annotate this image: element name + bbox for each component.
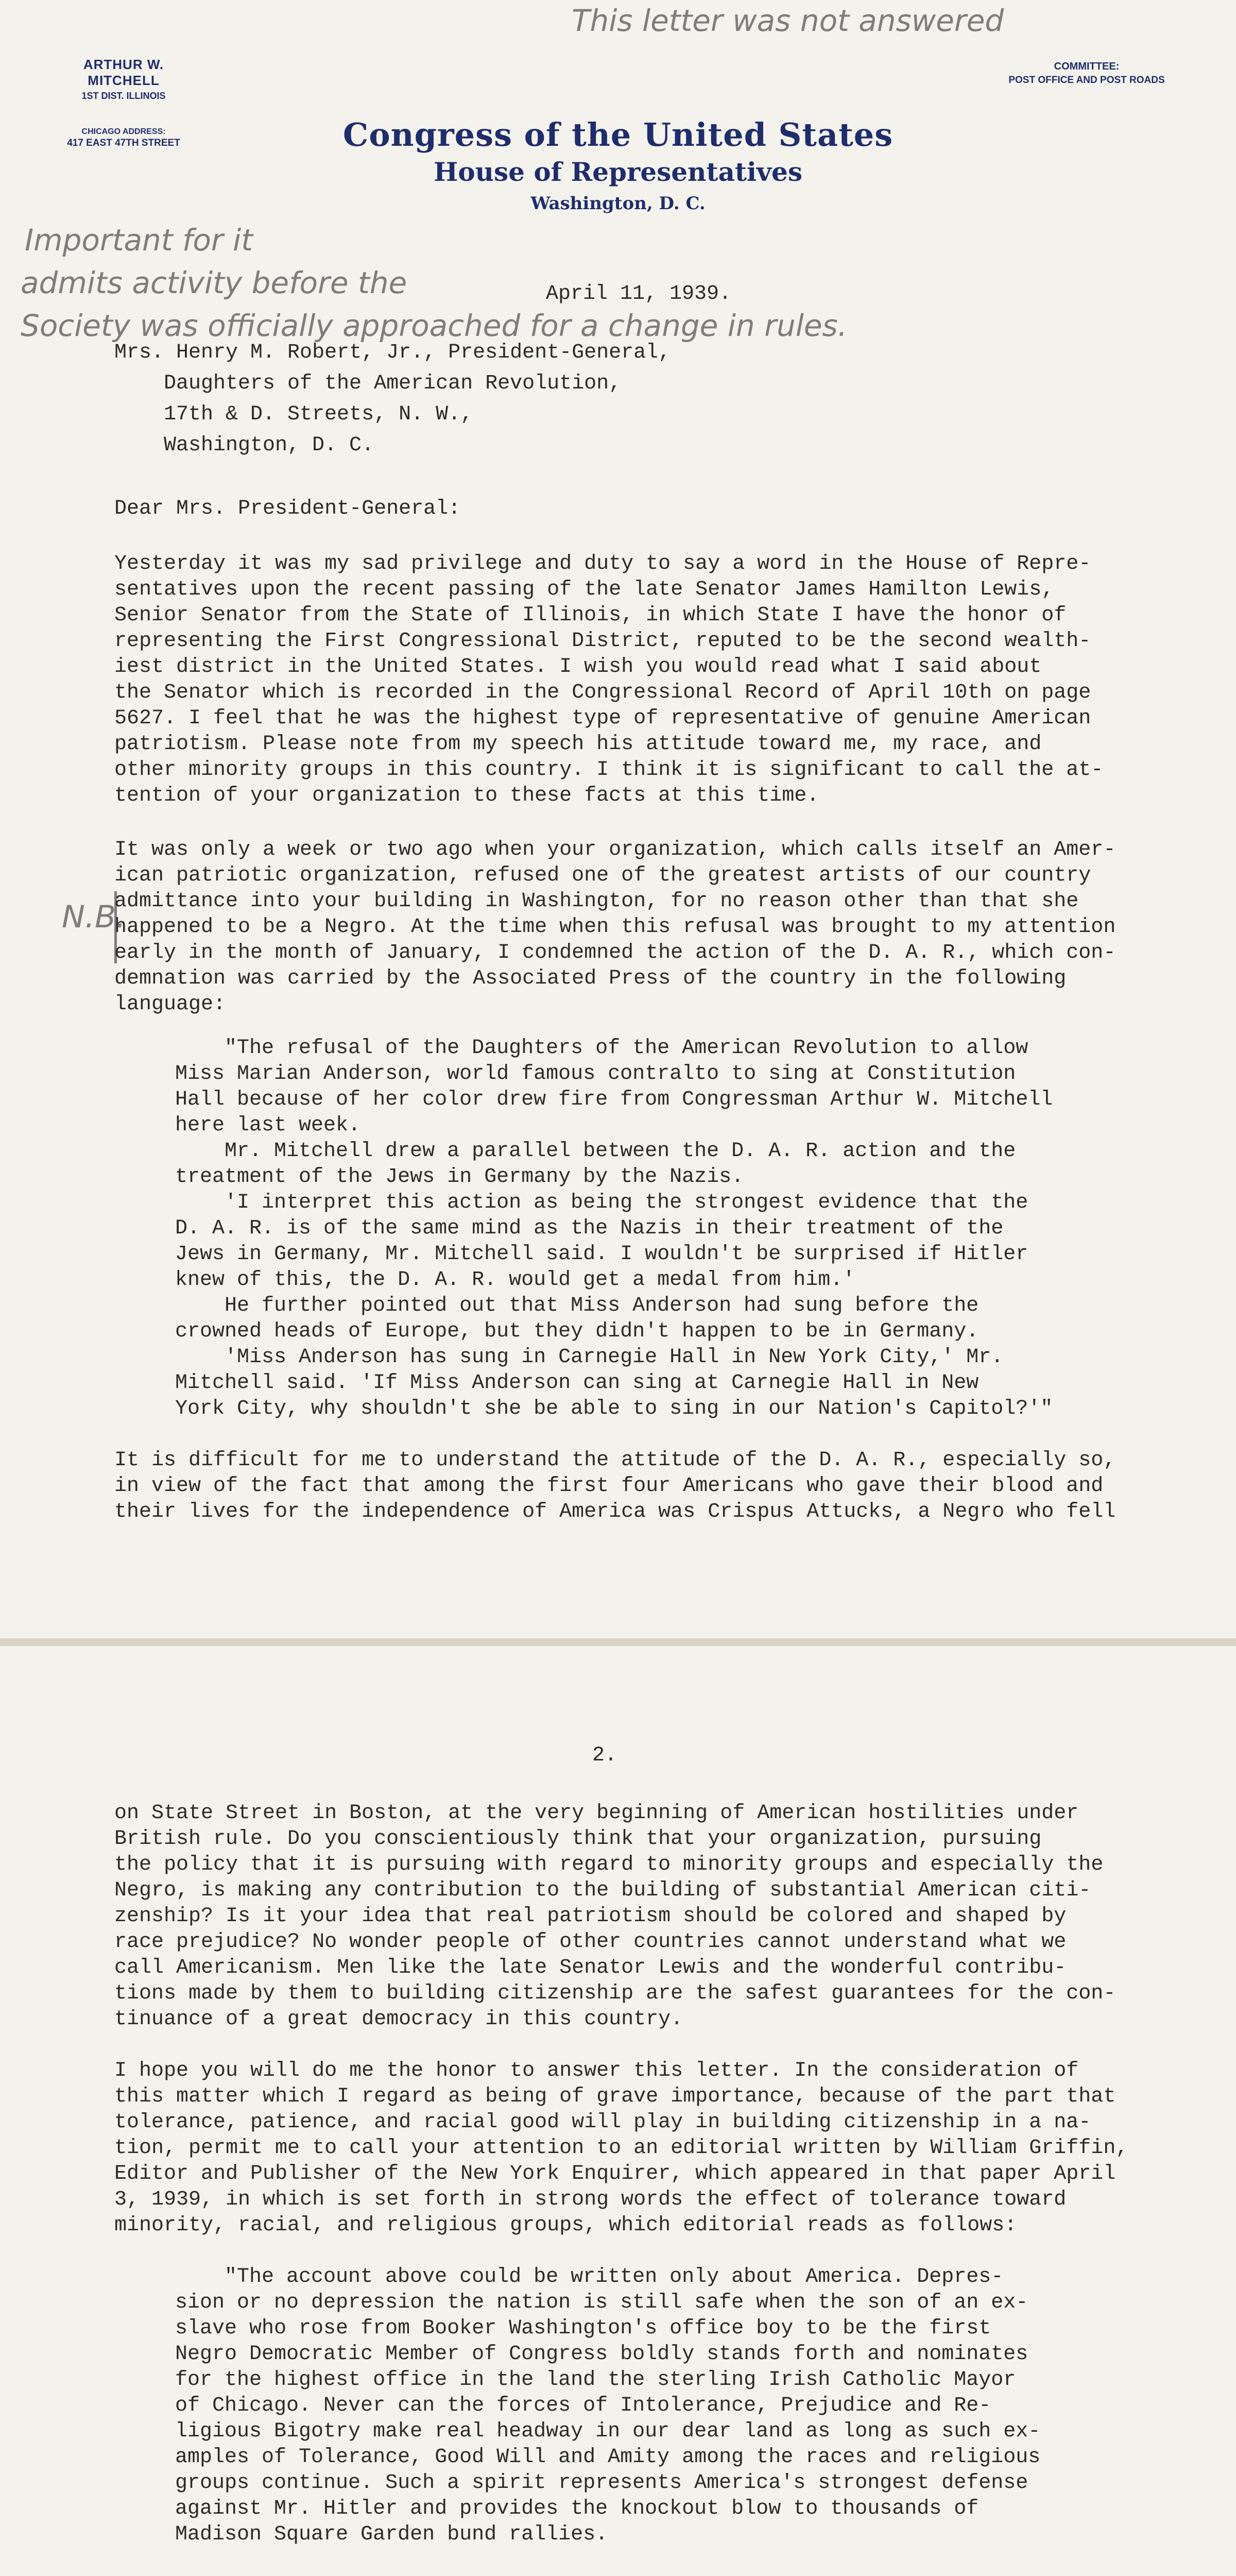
text-line: representing the First Congressional District, reputed to be the second wealth-	[114, 630, 1091, 653]
text-line: It was only a week or two ago when your organization, which calls itself an Amer-	[114, 838, 1116, 861]
handwritten-margin-note-line-1: Important for it	[25, 223, 253, 258]
recipient-line: Washington, D. C.	[164, 434, 374, 457]
text-line: admittance into your building in Washington, for no reason other than that she	[114, 890, 1079, 913]
quote-line: Miss Marian Anderson, world famous contralto to sing at Constitution	[175, 1062, 1016, 1086]
quoted-editorial	[175, 2264, 1040, 2548]
text-line: call Americanism. Men like the late Senator Lewis and the wonderful contribu-	[114, 1956, 1067, 1979]
committee-block	[978, 61, 1195, 86]
quote-line: knew of this, the D. A. R. would get a medal from him.'	[175, 1268, 855, 1292]
recipient-line: 17th & D. Streets, N. W.,	[164, 403, 473, 426]
paragraph-1	[114, 551, 1103, 809]
quote-line: York City, why shouldn't she be able to sing in our Nation's Capitol?'"	[175, 1397, 1053, 1420]
text-line: British rule. Do you conscientiously think that your organization, pursuing	[114, 1827, 1042, 1851]
quote-line: for the highest office in the land the sterling Irish Catholic Mayor	[175, 2368, 1016, 2392]
sender-name: ARTHUR W. MITCHELL	[83, 57, 164, 88]
text-line: Senior Senator from the State of Illinois, in which State I have the honor of	[114, 604, 1067, 627]
recipient-line: Daughters of the American Revolution,	[164, 372, 622, 395]
text-line: Yesterday it was my sad privilege and duty to say a word in the House of Repre-	[114, 552, 1091, 575]
text-line: zenship? Is it your idea that real patriotism should be colored and shaped by	[114, 1905, 1067, 1928]
text-line: other minority groups in this country. I think it is significant to call the at-	[114, 758, 1104, 782]
text-line: demnation was carried by the Associated Press of the country in the following	[114, 967, 1067, 990]
handwritten-margin-note-line-3: Society was officially approached for a change in rules.	[21, 308, 848, 343]
committee-label: COMMITTEE:	[1054, 61, 1120, 72]
text-line: this matter which I regard as being of grave importance, because of the part that	[114, 2085, 1116, 2108]
quote-line: Mitchell said. 'If Miss Anderson can sing at Carnegie Hall in New	[175, 1371, 979, 1395]
salutation: Dear Mrs. President-General:	[114, 497, 461, 520]
text-line: happened to be a Negro. At the time when this refusal was brought to my attention	[114, 916, 1116, 939]
letter-date: April 11, 1939.	[546, 282, 732, 306]
page-number: 2.	[592, 1744, 617, 1767]
quote-line: amples of Tolerance, Good Will and Amity among the races and religious	[175, 2446, 1041, 2469]
quote-line: crowned heads of Europe, but they didn't happen to be in Germany.	[175, 1320, 979, 1343]
text-line: the policy that it is pursuing with regard to minority groups and especially the	[114, 1853, 1104, 1876]
quote-line: treatment of the Jews in Germany by the Nazis.	[175, 1165, 744, 1189]
quote-line: D. A. R. is of the same mind as the Nazis in their treatment of the	[175, 1217, 1004, 1240]
text-line: tions made by them to building citizenship are the safest guarantees for the con-	[114, 1982, 1116, 2005]
quote-line: Hall because of her color drew fire from Congressman Arthur W. Mitchell	[175, 1088, 1053, 1111]
quote-line: 'Miss Anderson has sung in Carnegie Hall in New York City,' Mr.	[225, 1346, 1004, 1369]
letter-page-2	[0, 1646, 1236, 2576]
letterhead-subtitle: House of Representatives	[434, 157, 802, 187]
quote-line: Mr. Mitchell drew a parallel between the D. A. R. action and the	[225, 1140, 1016, 1163]
handwritten-margin-note-line-2: admits activity before the	[21, 265, 407, 300]
text-line: 3, 1939, in which is set forth in strong words the effect of tolerance toward	[114, 2188, 1067, 2211]
text-line: sentatives upon the recent passing of the late Senator James Hamilton Lewis,	[114, 578, 1054, 601]
text-line: patriotism. Please note from my speech his attitude toward me, my race, and	[114, 733, 1042, 756]
letterhead-title: Congress of the United States	[342, 116, 894, 154]
quote-line: Negro Democratic Member of Congress boldly stands forth and nominates	[175, 2343, 1028, 2366]
quote-line: Jews in Germany, Mr. Mitchell said. I wouldn't be surprised if Hitler	[175, 1243, 1028, 1266]
text-line: early in the month of January, I condemned the action of the D. A. R., which con-	[114, 941, 1116, 964]
quote-line: slave who rose from Booker Washington's office boy to be the first	[175, 2317, 991, 2340]
quote-line: groups continue. Such a spirit represents America's strongest defense	[175, 2471, 1028, 2495]
text-line: on State Street in Boston, at the very beginning of American hostilities under	[114, 1802, 1079, 1825]
paragraph-3	[114, 1448, 1115, 1525]
handwritten-note-not-answered: This letter was not answered	[572, 3, 1004, 38]
sender-block	[46, 57, 201, 149]
recipient-address	[114, 337, 671, 461]
quote-line: against Mr. Hitler and provides the knockout blow to thousands of	[175, 2497, 979, 2520]
quote-line: sion or no depression the nation is still safe when the son of an ex-	[175, 2291, 1028, 2314]
text-line: Editor and Publisher of the New York Enquirer, which appeared in that paper April	[114, 2162, 1116, 2185]
text-line: tion, permit me to call your attention to an editorial written by William Griffin,	[114, 2137, 1128, 2160]
text-line: the Senator which is recorded in the Congressional Record of April 10th on page	[114, 681, 1091, 704]
text-line: minority, racial, and religious groups, which editorial reads as follows:	[114, 2214, 1017, 2237]
quote-line: ligious Bigotry make real headway in our dear land as long as such ex-	[175, 2420, 1041, 2443]
text-line: in view of the fact that among the first four Americans who gave their blood and	[114, 1475, 1104, 1498]
quote-line: here last week.	[175, 1114, 361, 1137]
quote-line: Madison Square Garden bund rallies.	[175, 2523, 608, 2546]
text-line: ican patriotic organization, refused one of the greatest artists of our country	[114, 864, 1091, 887]
text-line: tention of your organization to these facts at this time.	[114, 784, 819, 807]
text-line: tolerance, patience, and racial good will play in building citizenship in a na-	[114, 2111, 1091, 2134]
sender-district: 1ST DIST. ILLINOIS	[81, 91, 166, 101]
text-line: It is difficult for me to understand the attitude of the D. A. R., especially so,	[114, 1449, 1116, 1472]
committee-name: POST OFFICE AND POST ROADS	[1008, 75, 1165, 86]
text-line: 5627. I feel that he was the highest type of representative of genuine American	[114, 707, 1091, 730]
text-line: tinuance of a great democracy in this country.	[114, 2008, 683, 2031]
text-line: their lives for the independence of America was Crispus Attucks, a Negro who fell	[114, 1500, 1116, 1523]
recipient-line: Mrs. Henry M. Robert, Jr., President-General,	[114, 341, 671, 364]
quoted-press-statement	[175, 1036, 1053, 1422]
text-line: language:	[114, 993, 226, 1016]
quote-line: "The refusal of the Daughters of the American Revolution to allow	[225, 1037, 1028, 1060]
paragraph-5	[114, 2058, 1128, 2239]
quote-line: of Chicago. Never can the forces of Intolerance, Prejudice and Re-	[175, 2394, 991, 2417]
paragraph-2	[114, 837, 1115, 1018]
chicago-address-label: CHICAGO ADDRESS:	[81, 127, 166, 136]
quote-line: He further pointed out that Miss Anderson had sung before the	[225, 1294, 979, 1317]
text-line: race prejudice? No wonder people of other countries cannot understand what we	[114, 1930, 1067, 1954]
chicago-address: 417 EAST 47TH STREET	[67, 138, 180, 148]
text-line: I hope you will do me the honor to answer this letter. In the consideration of	[114, 2059, 1079, 2082]
handwritten-nb-mark: N.B.	[62, 899, 126, 935]
quote-line: "The account above could be written only about America. Depres-	[225, 2265, 1004, 2289]
quote-line: 'I interpret this action as being the strongest evidence that the	[225, 1191, 1028, 1214]
letterhead-city: Washington, D. C.	[530, 193, 706, 214]
text-line: iest district in the United States. I wish you would read what I said about	[114, 655, 1042, 679]
letterhead-title-block	[309, 116, 927, 214]
paragraph-4	[114, 1801, 1115, 2032]
text-line: Negro, is making any contribution to the building of substantial American citi-	[114, 1879, 1091, 1902]
